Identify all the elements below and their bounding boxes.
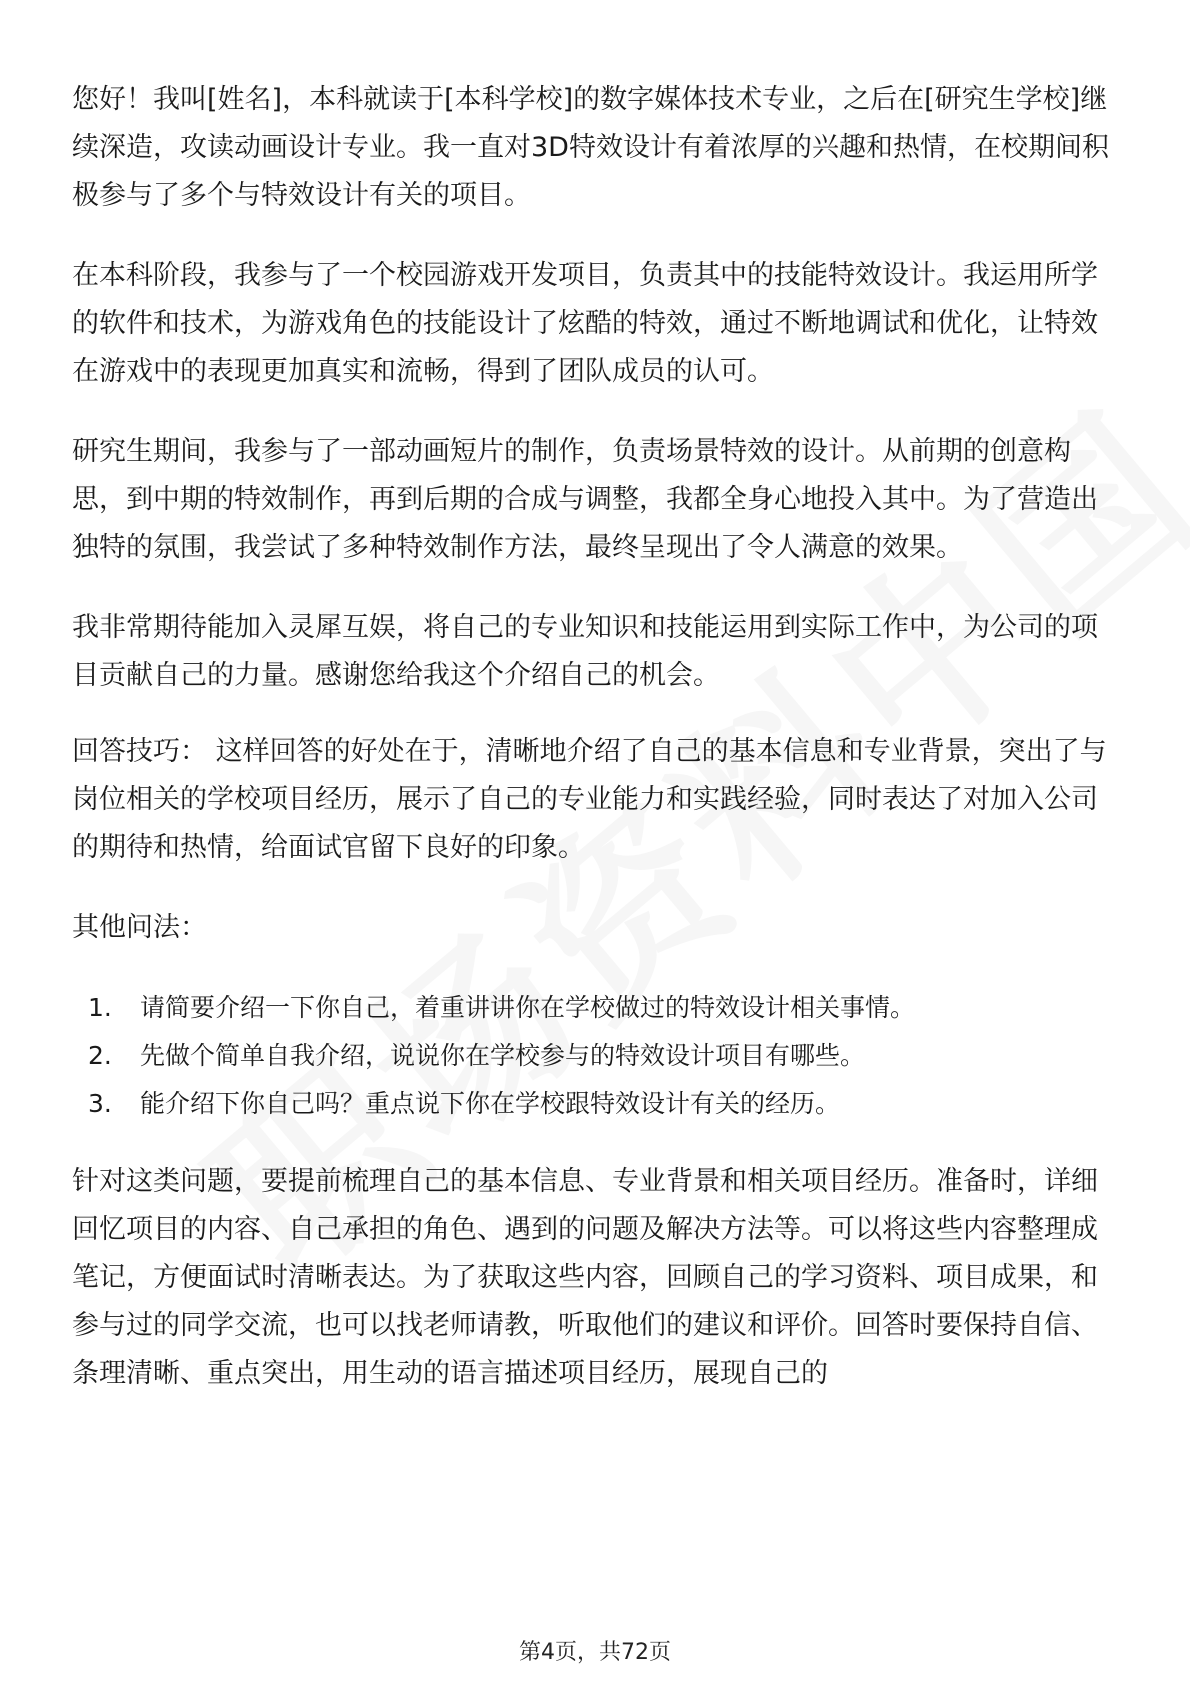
list-number: 2.	[88, 1041, 112, 1070]
advice-paragraph: 针对这类问题，要提前梳理自己的基本信息、专业背景和相关项目经历。准备时，详细回忆项目的内容、自己承担的角色、遇到的问题及解决方法等。可以将这些内容整理成笔记，方便面试时清晰表达。为了获取这些内容，回顾自己的学习资料、项目成果，和参与过的同学交流，也可以找老师请教，听取他们的建议和评价。回答时要保持自信、条理清晰、重点突出，用生动的语言描述项目经历，展现自己的	[72, 1166, 1098, 1389]
undergrad-paragraph: 在本科阶段，我参与了一个校园游戏开发项目，负责其中的技能特效设计。我运用所学的软件和技术，为游戏角色的技能设计了炫酷的特效，通过不断地调试和优化，让特效在游戏中的表现更加真实和流畅，得到了团队成员的认可。	[72, 260, 1098, 387]
closing-paragraph: 我非常期待能加入灵犀互娱，将自己的专业知识和技能运用到实际工作中，为公司的项目贡献自己的力量。感谢您给我这个介绍自己的机会。	[72, 612, 1098, 691]
intro-paragraph: 您好！我叫[姓名]，本科就读于[本科学校]的数字媒体技术专业，之后在[研究生学校]继续深造，攻读动画设计专业。我一直对3D特效设计有着浓厚的兴趣和热情，在校期间积极参与了多个与特效设计有关的项目。	[72, 84, 1109, 211]
list-item	[72, 1080, 1122, 1128]
list-item	[72, 1032, 1122, 1080]
list-number: 3.	[88, 1089, 112, 1118]
page-footer: 第4页，共72页	[519, 1640, 671, 1665]
list-item	[72, 984, 1122, 1032]
list-text: 能介绍下你自己吗？重点说下你在学校跟特效设计有关的经历。	[140, 1089, 841, 1118]
other-questions-heading: 其他问法：	[72, 912, 207, 943]
list-text: 请简要介绍一下你自己，着重讲讲你在学校做过的特效设计相关事情。	[140, 993, 916, 1022]
tips-paragraph: 回答技巧： 这样回答的好处在于，清晰地介绍了自己的基本信息和专业背景，突出了与岗位相关的学校项目经历，展示了自己的专业能力和实践经验，同时表达了对加入公司的期待和热情，给面试官留下良好的印象。	[72, 736, 1107, 863]
document-body	[72, 76, 1122, 1430]
graduate-paragraph: 研究生期间，我参与了一部动画短片的制作，负责场景特效的设计。从前期的创意构思，到中期的特效制作，再到后期的合成与调整，我都全身心地投入其中。为了营造出独特的氛围，我尝试了多种特效制作方法，最终呈现出了令人满意的效果。	[72, 436, 1098, 563]
alternate-questions-list	[72, 984, 1122, 1128]
list-number: 1.	[88, 993, 112, 1022]
list-text: 先做个简单自我介绍，说说你在学校参与的特效设计项目有哪些。	[140, 1041, 866, 1070]
